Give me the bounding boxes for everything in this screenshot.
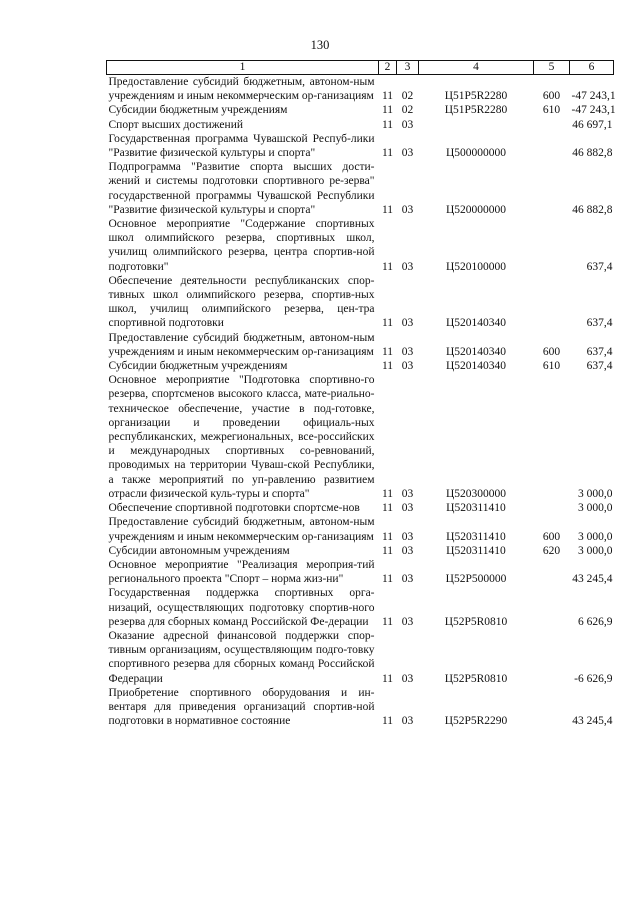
row-target-article: Ц51P5R2280 bbox=[444, 90, 508, 103]
row-section: 11 bbox=[381, 502, 394, 515]
table-row bbox=[107, 274, 614, 331]
table-row bbox=[107, 586, 614, 629]
row-target-article: Ц52P500000 bbox=[445, 573, 507, 586]
row-expense-type: 610 bbox=[542, 104, 561, 117]
table-row bbox=[107, 558, 614, 586]
row-target-article: Ц520311410 bbox=[446, 544, 506, 557]
row-amount: 43 245,4 bbox=[572, 573, 613, 586]
row-subsection: 03 bbox=[401, 147, 414, 160]
row-amount: 637,4 bbox=[586, 260, 613, 273]
row-expense-type bbox=[534, 586, 570, 629]
row-expense-type bbox=[534, 686, 570, 729]
row-name: Государственная поддержка спортивных орга-низаций, осуществляющих подготовку спортив-ного резерва для сборных команд Российской Фе-дерации bbox=[108, 587, 375, 628]
row-subsection: 03 bbox=[401, 345, 414, 358]
row-name: Основное мероприятие "Подготовка спортивно-го резерва, спортсменов высокого класса, мате-риально-техническое обеспечение, участие в под-готовке, организации и проведении официаль-ных республиканских, межрегиональных, все-российских и международных спортивных со-ревнований, проводимых на территории Чуваш-ской Республики, а также мероприятий по уп-равлению развитием отрасли физической куль-туры и спорта" bbox=[108, 374, 375, 500]
row-section: 11 bbox=[381, 345, 394, 358]
header-col-1: 1 bbox=[107, 61, 379, 75]
row-name: Оказание адресной финансовой поддержки спор-тивным организациям, осуществляющим подго-товку спортивного резерва для сборных команд Российской Федерации bbox=[108, 629, 375, 685]
row-expense-type bbox=[534, 629, 570, 686]
row-amount: -47 243,1 bbox=[571, 104, 616, 117]
header-col-3: 3 bbox=[397, 61, 419, 75]
table-row bbox=[107, 359, 614, 373]
row-subsection: 03 bbox=[401, 672, 414, 685]
table-row bbox=[107, 103, 614, 117]
row-section: 11 bbox=[381, 203, 394, 216]
row-target-article: Ц52P5R0810 bbox=[444, 615, 508, 628]
row-target-article: Ц520311410 bbox=[446, 502, 506, 515]
page-number: 130 bbox=[310, 38, 330, 52]
row-subsection: 03 bbox=[401, 118, 414, 131]
row-section: 11 bbox=[381, 573, 394, 586]
row-name: Подпрограмма "Развитие спорта высших дости-жений и системы подготовки спортивного ре-зерва" государственной программы Чувашской Республики "Развитие физической культуры и спорта" bbox=[108, 161, 375, 216]
row-target-article: Ц51P5R2280 bbox=[444, 104, 508, 117]
row-subsection: 03 bbox=[401, 573, 414, 586]
header-col-4: 4 bbox=[419, 61, 534, 75]
header-row bbox=[107, 61, 614, 75]
row-name: Обеспечение спортивной подготовки спортсме-нов bbox=[108, 502, 360, 515]
row-target-article: Ц520140340 bbox=[445, 345, 507, 358]
row-section: 11 bbox=[381, 147, 394, 160]
row-expense-type: 610 bbox=[542, 360, 561, 373]
header-col-6: 6 bbox=[570, 61, 614, 75]
row-section: 11 bbox=[381, 260, 394, 273]
row-expense-type: 600 bbox=[542, 530, 561, 543]
table-row bbox=[107, 686, 614, 729]
row-target-article: Ц500000000 bbox=[445, 147, 507, 160]
row-subsection: 02 bbox=[401, 90, 414, 103]
budget-table bbox=[106, 60, 614, 728]
row-amount: 637,4 bbox=[586, 360, 613, 373]
row-subsection: 03 bbox=[401, 544, 414, 557]
row-section: 11 bbox=[381, 360, 394, 373]
row-expense-type bbox=[534, 373, 570, 501]
row-amount: 3 000,0 bbox=[578, 544, 613, 557]
row-amount: 637,4 bbox=[586, 317, 613, 330]
row-target-article: Ц520300000 bbox=[445, 487, 507, 500]
table-row bbox=[107, 118, 614, 132]
row-target-article bbox=[419, 118, 534, 132]
row-amount: 3 000,0 bbox=[578, 502, 613, 515]
row-subsection: 03 bbox=[401, 487, 414, 500]
row-section: 11 bbox=[381, 715, 394, 728]
table-row bbox=[107, 501, 614, 515]
row-target-article: Ц520000000 bbox=[445, 203, 507, 216]
table-row bbox=[107, 544, 614, 558]
table-row bbox=[107, 373, 614, 501]
row-name: Предоставление субсидий бюджетным, автоном-ным учреждениям и иным некоммерческим ор-ганизациям bbox=[108, 331, 375, 358]
row-section: 11 bbox=[381, 317, 394, 330]
row-amount: 637,4 bbox=[586, 345, 613, 358]
row-target-article: Ц520100000 bbox=[445, 260, 507, 273]
row-name: Обеспечение деятельности республиканских спор-тивных школ олимпийского резерва, спортив-ных школ, училищ олимпийского резерва, цен-тра спортивной подготовки bbox=[108, 274, 375, 330]
row-expense-type: 600 bbox=[542, 345, 561, 358]
table-body bbox=[107, 75, 614, 729]
row-amount: 3 000,0 bbox=[578, 530, 613, 543]
row-name: Основное мероприятие "Содержание спортивных школ олимпийского резерва, спортивных школ, училищ олимпийского резерва, центра спортив-ной подготовки" bbox=[108, 218, 375, 273]
row-expense-type: 620 bbox=[542, 544, 561, 557]
row-section: 11 bbox=[381, 672, 394, 685]
table-row bbox=[107, 160, 614, 217]
row-subsection: 03 bbox=[401, 715, 414, 728]
row-subsection: 03 bbox=[401, 360, 414, 373]
table-row bbox=[107, 331, 614, 359]
row-section: 11 bbox=[381, 118, 394, 131]
row-amount: 3 000,0 bbox=[578, 487, 613, 500]
row-section: 11 bbox=[381, 104, 394, 117]
row-expense-type bbox=[534, 274, 570, 331]
row-expense-type bbox=[534, 558, 570, 586]
table-row bbox=[107, 217, 614, 274]
row-expense-type bbox=[534, 118, 570, 132]
row-target-article: Ц52P5R0810 bbox=[444, 672, 508, 685]
row-expense-type bbox=[534, 132, 570, 160]
row-subsection: 03 bbox=[401, 317, 414, 330]
row-amount: -6 626,9 bbox=[574, 672, 613, 685]
row-amount: 46 697,1 bbox=[572, 118, 613, 131]
row-name: Субсидии бюджетным учреждениям bbox=[108, 360, 288, 373]
table-row bbox=[107, 629, 614, 686]
row-target-article: Ц520140340 bbox=[445, 317, 507, 330]
row-name: Приобретение спортивного оборудования и ин-вентаря для приведения организаций спортив-ной подготовки в нормативное состояние bbox=[108, 686, 375, 728]
row-expense-type bbox=[534, 160, 570, 217]
table-row bbox=[107, 75, 614, 104]
row-subsection: 03 bbox=[401, 502, 414, 515]
header-col-2: 2 bbox=[379, 61, 397, 75]
row-amount: 46 882,8 bbox=[572, 203, 613, 216]
row-name: Субсидии автономным учреждениям bbox=[108, 544, 290, 557]
row-target-article: Ц52P5R2290 bbox=[444, 715, 508, 728]
row-amount: 6 626,9 bbox=[578, 615, 613, 628]
row-name: Основное мероприятие "Реализация мероприя-тий регионального проекта "Спорт – норма жиз-ни" bbox=[108, 558, 375, 586]
row-section: 11 bbox=[381, 487, 394, 500]
row-section: 11 bbox=[381, 90, 394, 103]
row-section: 11 bbox=[381, 544, 394, 557]
row-expense-type bbox=[534, 501, 570, 515]
row-amount: -47 243,1 bbox=[571, 90, 616, 103]
row-subsection: 03 bbox=[401, 615, 414, 628]
row-subsection: 03 bbox=[401, 203, 414, 216]
row-subsection: 03 bbox=[401, 530, 414, 543]
table-row bbox=[107, 515, 614, 543]
header-col-5: 5 bbox=[534, 61, 570, 75]
row-subsection: 03 bbox=[401, 260, 414, 273]
row-name: Государственная программа Чувашской Респуб-лики "Развитие физической культуры и спорта" bbox=[108, 132, 375, 160]
row-name: Предоставление субсидий бюджетным, автоном-ным учреждениям и иным некоммерческим ор-ганизациям bbox=[108, 76, 375, 103]
row-expense-type: 600 bbox=[542, 90, 561, 103]
row-target-article: Ц520140340 bbox=[445, 360, 507, 373]
row-name: Предоставление субсидий бюджетным, автоном-ным учреждениям и иным некоммерческим ор-ганизациям bbox=[108, 516, 375, 543]
row-expense-type bbox=[534, 217, 570, 274]
row-name: Субсидии бюджетным учреждениям bbox=[108, 104, 288, 117]
row-subsection: 02 bbox=[401, 104, 414, 117]
row-amount: 46 882,8 bbox=[572, 147, 613, 160]
row-section: 11 bbox=[381, 615, 394, 628]
table-header bbox=[107, 61, 614, 75]
row-target-article: Ц520311410 bbox=[446, 530, 506, 543]
row-amount: 43 245,4 bbox=[572, 715, 613, 728]
row-name: Спорт высших достижений bbox=[108, 118, 244, 131]
table-row bbox=[107, 132, 614, 160]
row-section: 11 bbox=[381, 530, 394, 543]
